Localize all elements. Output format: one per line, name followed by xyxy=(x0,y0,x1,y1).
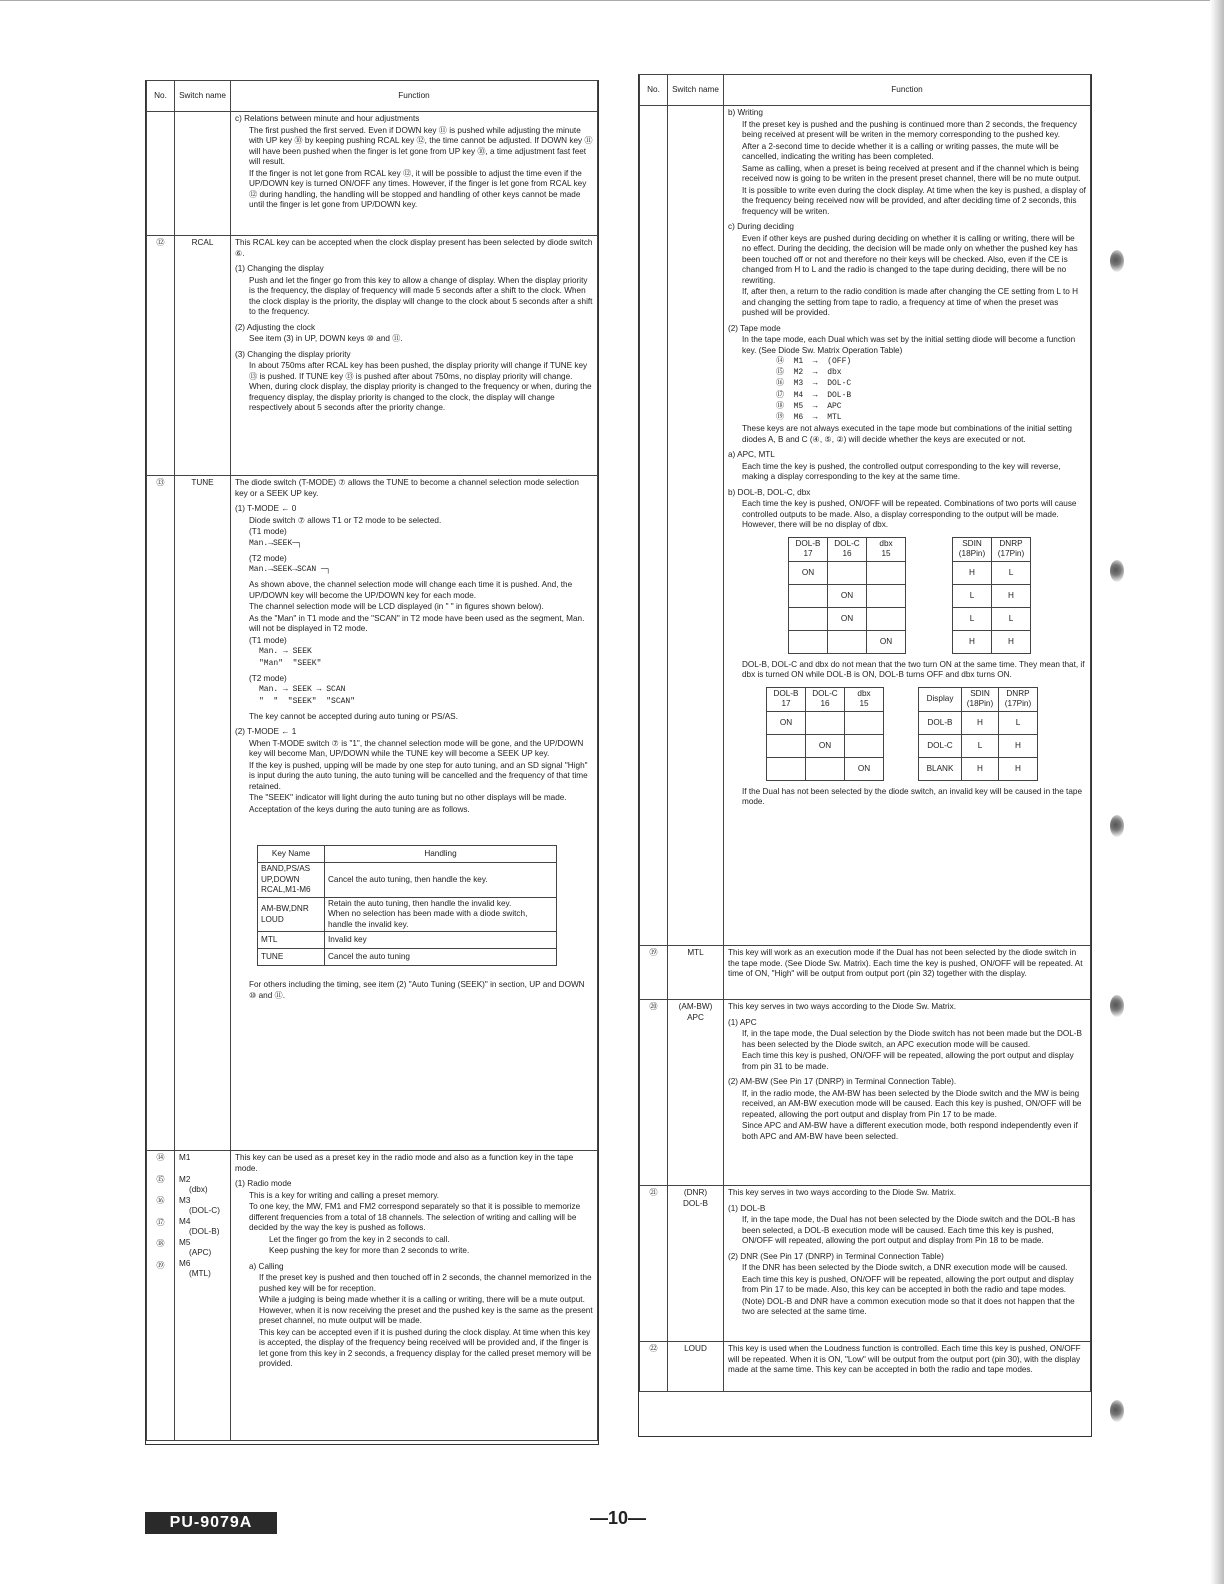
text: This key serves in two ways according to the Diode Sw. Matrix. xyxy=(728,1188,956,1197)
cell: ON xyxy=(828,607,867,630)
item-heading: a) Calling xyxy=(249,1261,284,1271)
cell: BLANK xyxy=(919,757,962,780)
text: If the preset key is pushed and then touched off in 2 seconds, the channel memorized in the pushed key will be for reception. xyxy=(259,1273,592,1293)
cell: H xyxy=(999,757,1038,780)
cell: Cancel the auto tuning, then handle the key. xyxy=(325,863,557,898)
text: The key cannot be accepted during auto tuning or PS/AS. xyxy=(249,711,458,721)
cell: H xyxy=(962,711,999,734)
cell xyxy=(906,630,953,653)
cell: Invalid key xyxy=(325,932,557,949)
row-no xyxy=(147,112,175,236)
text: (T1 mode) xyxy=(249,527,287,536)
text: The first pushed the first served. Even if DOWN key ⑪ is pushed while adjusting the minute with UP key ⑩ by keeping pushing RCAL key ⑫, the time cannot be adjusted. If DOWN key ⑪ will have been pushed when the finger is let gone from UP key ⑩, a time adjustment fast feet will result. xyxy=(249,125,593,166)
item-heading: (1) Changing the display xyxy=(235,264,324,273)
text: If the DNR has been selected by the Diode switch, a DNR execution mode will be caused. xyxy=(742,1263,1068,1272)
cell: BAND,PS/AS UP,DOWN RCAL,M1-M6 xyxy=(258,863,325,898)
cell: dbx 15 xyxy=(867,537,906,561)
cell xyxy=(828,561,867,584)
right-column xyxy=(638,74,1092,1437)
item-heading: (2) Adjusting the clock xyxy=(235,322,316,332)
key-number: ⑰ xyxy=(156,1217,165,1227)
cell: DOL-C xyxy=(919,734,962,757)
text: Same as calling, when a preset is being received at present and if the channel which is being received now is going to be writen in the present preset channel, there will be no mute output. xyxy=(742,163,1081,183)
row-function xyxy=(724,1186,1091,1342)
cell: L xyxy=(962,734,999,757)
row-function xyxy=(724,1000,1091,1186)
row-no: ⑳ xyxy=(640,1000,668,1186)
binder-hole xyxy=(1110,560,1124,582)
key-map: ⑮ M2 → dbx xyxy=(776,368,842,378)
row-no xyxy=(640,106,668,946)
row-no: ⑲ xyxy=(640,946,668,1000)
cell xyxy=(806,757,845,780)
cell xyxy=(806,711,845,734)
text: These keys are not always executed in the tape mode but combinations of the initial setting diodes A, B and C (④, ⑤, ②) will decide whether the keys are executed or not. xyxy=(742,424,1072,444)
row-function xyxy=(231,112,598,236)
text: This key will work as an execution mode if the Dual has not been selected by the diode switch in the tape mode. (See Diode Sw. Matrix). Each time the key is pushed, ON/OFF will be repeated. At time of ON, "High" will be output from output port (pin 32) together with the display. xyxy=(728,948,1083,978)
text: Keep pushing the key for more than 2 seconds to write. xyxy=(269,1246,470,1255)
key-map: ⑱ M5 → APC xyxy=(776,401,842,411)
header-switch-name: Switch name xyxy=(668,75,724,106)
row-switch xyxy=(175,1151,231,1441)
row-no: ㉒ xyxy=(640,1342,668,1392)
cell: H xyxy=(953,630,992,653)
row-switch: MTL xyxy=(668,946,724,1000)
cell xyxy=(906,584,953,607)
table-row xyxy=(640,1342,1091,1392)
text: If, after then, a return to the radio condition is made after changing the CE setting from L to H and changing the setting from tape to radio, a frequency at time of when the preset was pushed will be provided. xyxy=(742,287,1079,317)
text: Since APC and AM-BW have a different execution mode, both respond independently even if both APC and AM-BW have been selected. xyxy=(742,1121,1078,1141)
text: If the key is pushed, upping will be made by one step for auto tuning, and an SD signal "High" is input during the auto tuning, the auto tuning will be cancelled and the frequency of that time retained. xyxy=(249,760,588,791)
cell: H xyxy=(999,734,1038,757)
switch-label: (APC) xyxy=(189,1248,212,1257)
text: For others including the timing, see item (2) "Auto Tuning (SEEK)" in section, UP and DOWN ⑩ and ⑪. xyxy=(249,980,585,1000)
header-switch-name: Switch name xyxy=(175,81,231,112)
item-heading: (1) APC xyxy=(728,1017,757,1027)
text: This key can be accepted even if it is pushed during the clock display. At time when this key is accepted, the display of the frequency being received will be provided and, if the finger is let gone from this key in 2 seconds, a frequency display for the called preset memory will be provided. xyxy=(259,1327,592,1368)
key-number: ⑭ xyxy=(156,1153,165,1162)
table-header xyxy=(147,81,598,112)
cell: AM-BW,DNR LOUD xyxy=(258,897,325,932)
cell: SDIN (18Pin) xyxy=(962,687,999,711)
text: This key serves in two ways according to the Diode Sw. Matrix. xyxy=(728,1002,956,1011)
cell: H xyxy=(953,561,992,584)
key-map: ⑲ M6 → MTL xyxy=(776,413,842,423)
text: Each time the key is pushed, the controlled output corresponding to the key will reverse, making a display corresponding to the key at the same time. xyxy=(742,461,1061,482)
scan-right-edge xyxy=(1210,0,1224,1584)
cell: Retain the auto tuning, then handle the invalid key. When no selection has been made with a diode switch, handle the invalid key. xyxy=(325,897,557,932)
header-no: No. xyxy=(640,75,668,106)
switch-label: M1 xyxy=(179,1153,191,1162)
cell: ON xyxy=(767,711,806,734)
cell xyxy=(884,734,919,757)
row-function xyxy=(724,946,1091,1000)
left-column xyxy=(145,80,599,1445)
row-function xyxy=(724,106,1091,946)
row-function xyxy=(231,236,598,476)
cell: L xyxy=(992,561,1031,584)
text: Diode switch ⑦ allows T1 or T2 mode to be selected. xyxy=(249,515,442,525)
text: Acceptation of the keys during the auto tuning are as follows. xyxy=(249,804,470,814)
item-heading: (1) T-MODE ← 0 xyxy=(235,504,297,513)
cell: dbx 15 xyxy=(845,687,884,711)
cell xyxy=(906,537,953,561)
switch-label: M4 xyxy=(179,1216,191,1226)
row-no xyxy=(147,1151,175,1441)
header-function: Function xyxy=(231,81,598,112)
text: As the "Man" in T1 mode and the "SCAN" in T2 mode have been used as the segment, Man. will not be displayed in T2 mode. xyxy=(249,613,585,634)
cell: ON xyxy=(806,734,845,757)
cell: H xyxy=(962,757,999,780)
header-no: No. xyxy=(147,81,175,112)
key-number: ⑮ xyxy=(156,1174,165,1184)
text: When T-MODE switch ⑦ is "1", the channel selection mode will be gone, and the UP/DOWN key will become Man, UP/DOWN while the TUNE key will become a SEEK UP key. xyxy=(249,738,584,759)
row-switch: LOUD xyxy=(668,1342,724,1392)
cell xyxy=(867,607,906,630)
cell: DOL-B xyxy=(919,711,962,734)
text: The "SEEK" indicator will light during the auto tuning but no other displays will be made. xyxy=(249,793,567,803)
table-row xyxy=(147,1151,598,1441)
text: If, in the radio mode, the AM-BW has been selected by the Diode switch and the MW is being received, an AM-BW execution mode will be caused. Each this key is pushed, ON/OFF will be repeated, allowing the port output and display from Pin 17 to be made. xyxy=(742,1088,1082,1119)
key-map: ⑰ M4 → DOL-B xyxy=(776,390,852,400)
text: After a 2-second time to decide whether it is a calling or writing passes, the mute will be cancelled, indicating the writing has been completed. xyxy=(742,141,1059,161)
cell: TUNE xyxy=(258,949,325,966)
cell: L xyxy=(953,607,992,630)
cell xyxy=(884,687,919,711)
table-row xyxy=(640,946,1091,1000)
text: The diode switch (T-MODE) ⑦ allows the TUNE to become a channel selection mode selection key or a SEEK UP key. xyxy=(235,478,579,498)
row-function xyxy=(724,1342,1091,1392)
text: Push and let the finger go from this key to allow a change of display. When the display priority is the frequency, the display of frequency will made 5 seconds after a shift to the clock. When the clock display is the priority, the display will change to the clock about 5 seconds after a shift to the frequency. xyxy=(249,275,593,316)
key-number: ⑯ xyxy=(156,1196,165,1205)
item-heading: (1) Radio mode xyxy=(235,1179,292,1188)
cell xyxy=(789,630,828,653)
row-switch: TUNE xyxy=(175,476,231,1151)
switch-label: (DOL-C) xyxy=(189,1206,220,1215)
cell: L xyxy=(953,584,992,607)
item-heading: (3) Changing the display priority xyxy=(235,349,351,359)
binder-hole xyxy=(1110,815,1124,837)
cell: H xyxy=(992,584,1031,607)
cell: DNRP (17Pin) xyxy=(999,687,1038,711)
key-map: ⑭ M1 → (OFF) xyxy=(776,357,852,366)
cell: Key Name xyxy=(258,846,325,863)
left-function-table xyxy=(146,80,598,1441)
text: While a judging is being made whether it is a calling or writing, there will be a mute output. However, when it is now receiving the preset and the pushed key is the same as the present preset channel, no mute output will be made. xyxy=(259,1295,593,1325)
table-row xyxy=(147,236,598,476)
text: As shown above, the channel selection mode will change each time it is pushed. And, the UP/DOWN key will become the UP/DOWN key for each mode. xyxy=(249,580,573,600)
text: This key can be used as a preset key in the radio mode and also as a function key in the tape mode. xyxy=(235,1153,574,1173)
key-map: ⑯ M3 → DOL-C xyxy=(776,379,852,389)
text: If, in the tape mode, the Dual has not been selected by the Diode switch and the DOL-B has been selected, a DOL-B execution mode will be caused. Each time this key is pushed, ON/OFF will repeated, allowing the port output and display from Pin 18 to be made. xyxy=(742,1215,1076,1245)
dol-display-table xyxy=(766,687,1038,781)
text: If the finger is not let gone from RCAL key ⑫, it will be possible to adjust the time even if the UP/DOWN key is turned ON/OFF any times. However, if the finger is let gone from RCAL key ⑫ during handling, the handling will be stopped and handling of other keys cannot be made until the finger is let gone from UP/DOWN key. xyxy=(249,168,587,209)
item-heading: (2) DNR (See Pin 17 (DNRP) in Terminal Connection Table) xyxy=(728,1251,944,1261)
mode-flow: Man. → SEEK → SCAN xyxy=(259,685,346,695)
cell xyxy=(906,561,953,584)
table-row xyxy=(147,112,598,236)
mode-flow: Man.→SEEK─┐ xyxy=(249,538,302,548)
item-heading: c) During deciding xyxy=(728,222,794,231)
binder-hole xyxy=(1110,995,1124,1017)
row-switch xyxy=(175,112,231,236)
switch-label: M5 xyxy=(179,1237,191,1247)
switch-label: (dbx) xyxy=(189,1185,208,1194)
text: This RCAL key can be accepted when the clock display present has been selected by diode switch ⑥. xyxy=(235,238,593,258)
item-heading: b) DOL-B, DOL-C, dbx xyxy=(728,487,811,497)
text: The channel selection mode will be LCD displayed (in " " in figures shown below). xyxy=(249,602,544,612)
switch-label: (DOL-B) xyxy=(189,1227,220,1236)
table-header xyxy=(640,75,1091,106)
row-no: ⑫ xyxy=(147,236,175,476)
page-number: —10— xyxy=(590,1508,647,1528)
cell: DOL-C 16 xyxy=(828,537,867,561)
cell: H xyxy=(992,630,1031,653)
text: (T1 mode) xyxy=(249,635,287,645)
text: Each time this key is pushed, ON/OFF will be repeated, allowing the port output and display from Pin 17 to be made. Also, this key can be accepted in both the radio and tape modes. xyxy=(742,1274,1074,1294)
mode-flow: Man.→SEEK→SCAN ─┐ xyxy=(249,565,331,575)
item-heading: (2) T-MODE ← 1 xyxy=(235,727,297,737)
cell: L xyxy=(992,607,1031,630)
binder-hole xyxy=(1110,250,1124,272)
key-handling-table xyxy=(257,845,557,966)
item-heading: (1) DOL-B xyxy=(728,1203,766,1213)
cell: SDIN (18Pin) xyxy=(953,537,992,561)
cell xyxy=(828,630,867,653)
cell xyxy=(789,584,828,607)
text: It is possible to write even during the clock display. At time when the key is pushed, a display of the frequency being received now will be provided, and after deciding time of 2 seconds, this frequency will be writen. xyxy=(742,185,1086,216)
text: If, in the tape mode, the Dual selection by the Diode switch has not been made but the DOL-B has been selected by the Diode switch, an APC execution mode will be caused. xyxy=(742,1029,1082,1049)
cell: Handling xyxy=(325,846,557,863)
row-no: ㉑ xyxy=(640,1186,668,1342)
cell xyxy=(884,711,919,734)
switch-label: M3 xyxy=(179,1195,191,1205)
cell xyxy=(845,734,884,757)
cell xyxy=(884,757,919,780)
dol-output-table xyxy=(788,537,1031,654)
text: (T2 mode) xyxy=(249,673,287,683)
cell: DOL-B 17 xyxy=(767,687,806,711)
text: If the Dual has not been selected by the diode switch, an invalid key will be caused in the tape mode. xyxy=(742,786,1082,807)
cell: MTL xyxy=(258,932,325,949)
cell xyxy=(867,584,906,607)
text: This is a key for writing and calling a preset memory. xyxy=(249,1190,440,1200)
row-function xyxy=(231,1151,598,1441)
cell: ON xyxy=(867,630,906,653)
switch-label: M2 xyxy=(179,1174,191,1184)
key-number: ⑲ xyxy=(156,1260,165,1270)
table-row xyxy=(640,1000,1091,1186)
cell xyxy=(845,711,884,734)
cell xyxy=(767,757,806,780)
header-function: Function xyxy=(724,75,1091,106)
key-number: ⑱ xyxy=(156,1239,165,1248)
text: DOL-B, DOL-C and dbx do not mean that the two turn ON at the same time. They mean that, if dbx is turned ON while DOL-B is ON, DOL-B turns OFF and dbx turns ON. xyxy=(742,659,1085,680)
text: (T2 mode) xyxy=(249,553,287,563)
row-switch: (AM-BW) APC xyxy=(668,1000,724,1186)
text: To one key, the MW, FM1 and FM2 correspond separately so that it is possible to memorize different frequencies from a total of 18 channels. The selection of writing and calling will be decided by the way the key is pushed as follows. xyxy=(249,1202,581,1232)
text: In the tape mode, each Dual which was set by the initial setting diode will become a function key. (See Diode Sw. Matrix Operation Table) xyxy=(742,335,1076,355)
cell: DOL-C 16 xyxy=(806,687,845,711)
item-heading: (2) AM-BW (See Pin 17 (DNRP) in Terminal Connection Table). xyxy=(728,1077,957,1086)
item-heading: b) Writing xyxy=(728,108,763,117)
model-number-badge: PU-9079A xyxy=(145,1512,277,1534)
mode-flow: " " "SEEK" "SCAN" xyxy=(259,696,356,706)
row-switch: (DNR) DOL-B xyxy=(668,1186,724,1342)
item-heading: (2) Tape mode xyxy=(728,323,781,333)
cell: Display xyxy=(919,687,962,711)
text: Even if other keys are pushed during deciding on whether it is calling or writing, there will be no effect. During the deciding, the decision will be made only on whether the pushed key has been touched off or not and therefore no their keys will be checked. Also, even if the CE is changed from H to L and the radio is changed to the tape during deciding, there will be no rewriting. xyxy=(742,233,1078,285)
cell: L xyxy=(999,711,1038,734)
row-switch: RCAL xyxy=(175,236,231,476)
row-function xyxy=(231,476,598,1151)
text: If the preset key is pushed and the pushing is continued more than 2 seconds, the frequency being received at present will be writen in the memory corresponding to the pushed key. xyxy=(742,119,1077,139)
cell xyxy=(789,607,828,630)
text: (Note) DOL-B and DNR have a common execution mode so that it does not happen that the two are selected at the same time. xyxy=(742,1296,1075,1316)
switch-label: M6 xyxy=(179,1258,191,1268)
switch-label: (MTL) xyxy=(189,1269,211,1278)
row-switch xyxy=(668,106,724,946)
cell: DNRP (17Pin) xyxy=(992,537,1031,561)
text: See item (3) in UP, DOWN keys ⑩ and ⑪. xyxy=(249,334,403,343)
cell xyxy=(767,734,806,757)
table-row xyxy=(147,476,598,1151)
right-function-table xyxy=(639,74,1091,1392)
binder-hole xyxy=(1110,1400,1124,1422)
cell xyxy=(906,607,953,630)
text: This key is used when the Loudness function is controlled. Each time this key is pushed, ON/OFF will be repeated. When it is ON, "Low" will be output from the output port (pin 30), with the display made at the same time. This key can be accepted in both the radio and tape modes. xyxy=(728,1344,1081,1374)
row-no: ⑬ xyxy=(147,476,175,1151)
text: In about 750ms after RCAL key has been pushed, the display priority will change if TUNE key ⑬ is pushed. If TUNE key ⑬ is pushed after about 750ms, no display priority will change. When, during clock display, the display priority is changed to the frequency or when, during the frequency display, the display priority is changed to the clock, the display will change respectively about 5 seconds after the priority change. xyxy=(249,361,592,412)
item-heading: a) APC, MTL xyxy=(728,450,775,460)
text: Each time the key is pushed, ON/OFF will be repeated. Combinations of two ports will cause controlled outputs to be made. Also, a display corresponding to the output will be made. However, there will be no display of dbx. xyxy=(742,499,1077,530)
cell: Cancel the auto tuning xyxy=(325,949,557,966)
cell: ON xyxy=(828,584,867,607)
scan-top-edge xyxy=(0,0,1224,5)
cell xyxy=(867,561,906,584)
cell: ON xyxy=(845,757,884,780)
table-row xyxy=(640,1186,1091,1342)
table-row xyxy=(640,106,1091,946)
mode-flow: Man. → SEEK xyxy=(259,647,312,657)
cell: DOL-B 17 xyxy=(789,537,828,561)
text: c) Relations between minute and hour adjustments xyxy=(235,114,420,123)
text: Each time this key is pushed, ON/OFF will be repeated, allowing the port output and display from pin 31 to be made. xyxy=(742,1051,1074,1071)
text: Let the finger go from the key in 2 seconds to call. xyxy=(269,1234,450,1244)
mode-flow: "Man" "SEEK" xyxy=(259,658,322,668)
cell: ON xyxy=(789,561,828,584)
